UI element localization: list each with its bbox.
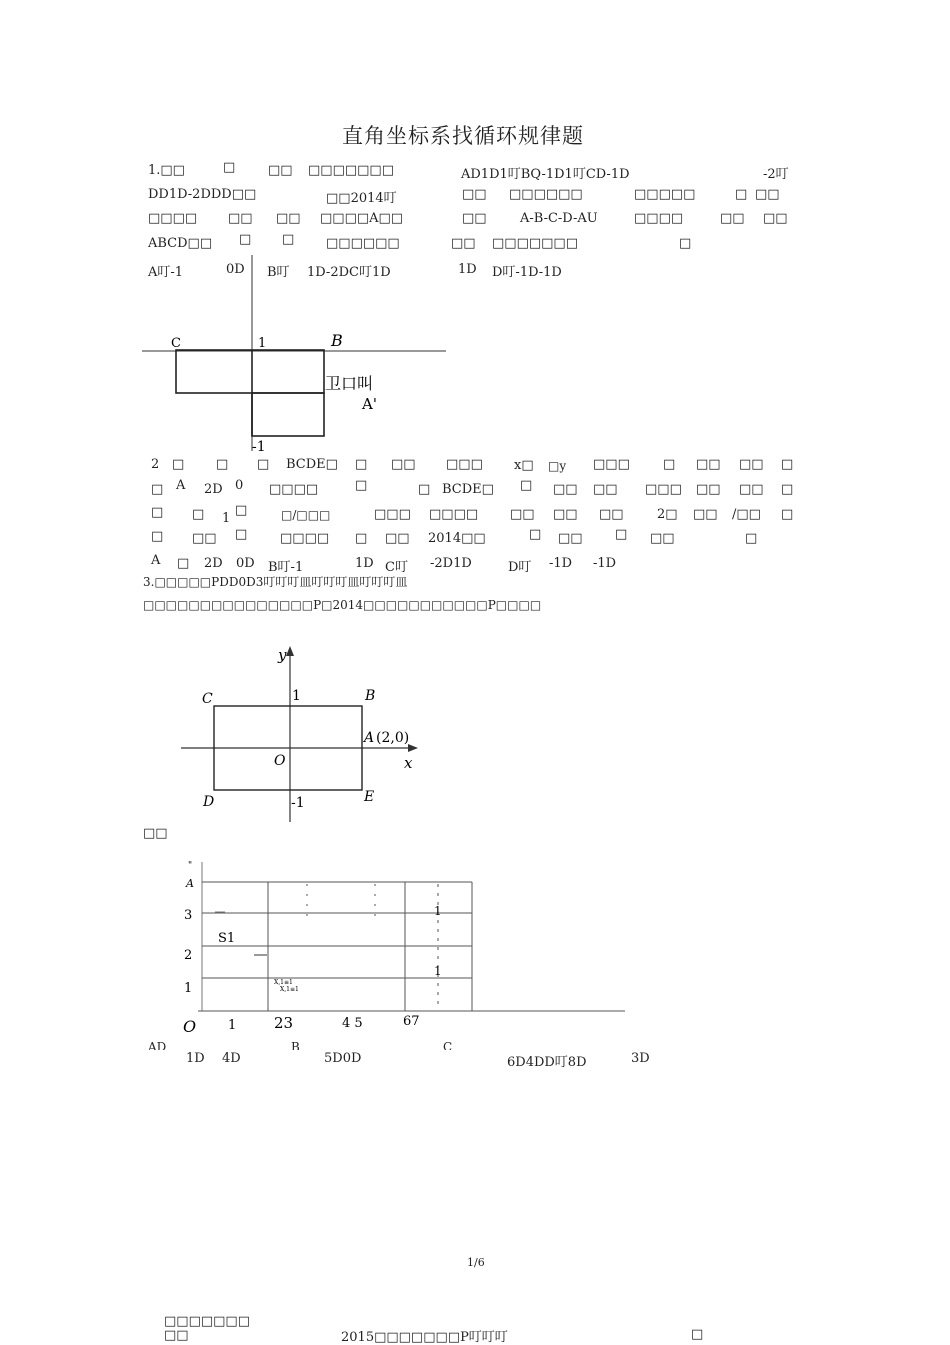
q4-figure — [170, 858, 630, 1038]
page-number: 1/6 — [467, 1256, 485, 1269]
q2-text: D叮 — [508, 560, 532, 575]
q3-line-2: □□□□□□□□□□□□□□□P□2014□□□□□□□□□□□P□□□□ — [143, 598, 542, 612]
q1-text: □□ — [268, 163, 293, 178]
q1-text: -2叮 — [763, 167, 789, 182]
q2-text: □ — [418, 482, 431, 497]
q2-text: BCDE□ — [442, 482, 494, 497]
option-letter-c: C — [443, 1040, 453, 1050]
label-garble: 卫口叫 — [325, 374, 374, 393]
q1-text: □□ — [276, 211, 301, 226]
q1-text: D叮-1D-1D — [492, 265, 562, 280]
q2-text: BCDE□ — [286, 457, 338, 472]
q1-text: 1D-2DC叮1D — [307, 265, 391, 280]
q1-text: □□□□A□□ — [320, 211, 404, 226]
q1-text: □□ — [451, 236, 476, 251]
q2-text: □y — [548, 459, 567, 473]
q1-text: □□□□ — [634, 211, 684, 226]
q1-text: □□□□□ — [634, 187, 696, 202]
cell-label: 1 — [434, 964, 442, 978]
q2-text: □ — [781, 507, 794, 522]
q1-text: □□□□□□□ — [308, 163, 394, 178]
small-label: X,1≡1 — [274, 979, 293, 986]
q2-text: C叮 — [385, 560, 408, 575]
label-c: C — [171, 336, 181, 351]
q2-text: □ — [192, 507, 205, 522]
q1-text: □ — [223, 160, 236, 175]
label-1: 1 — [258, 336, 267, 351]
q2-text: /□□ — [732, 507, 761, 522]
option-1: 1D — [186, 1051, 205, 1066]
q2-text: □□ — [739, 457, 764, 472]
option-letter-a: AD — [148, 1040, 167, 1050]
footer-middle: 2015□□□□□□□P叮叮叮 — [341, 1330, 508, 1345]
q2-text: -1D — [549, 556, 573, 571]
q2-text: □□ — [553, 482, 578, 497]
label-o: O — [274, 753, 286, 769]
q2-text: x□ — [514, 458, 534, 473]
footer-right: □ — [691, 1327, 704, 1342]
q2-text: □ — [151, 529, 164, 544]
label-a: A — [186, 877, 194, 890]
quote-mark: " — [188, 861, 193, 871]
q2-text: □□ — [696, 482, 721, 497]
q1-text: □□ — [462, 211, 487, 226]
label-a-coord: (2,0) — [376, 730, 410, 746]
q1-text: □ — [735, 187, 748, 202]
option-3: 5D0D — [324, 1051, 362, 1066]
label-d: D — [203, 794, 215, 810]
page-title: 直角坐标系找循环规律题 — [342, 124, 584, 148]
q2-text: □□ — [391, 457, 416, 472]
q2-text: □ — [257, 457, 270, 472]
q2-text: 2 — [151, 457, 160, 472]
q1-text: □□□□□□ — [326, 236, 400, 251]
q2-text: 1D — [355, 556, 374, 571]
label-c: C — [202, 691, 213, 707]
q2-text: □□□□ — [429, 507, 479, 522]
q2-text: □□□□ — [269, 482, 319, 497]
footer-left-1: □□□□□□□ — [164, 1314, 250, 1329]
tick-2: 2 — [184, 948, 193, 963]
y-axis-arrow — [286, 646, 294, 656]
q1-text: A叮-1 — [148, 265, 184, 280]
q2-text: □□ — [693, 507, 718, 522]
q2-text: □ — [235, 527, 248, 542]
q2-text: □ — [529, 527, 542, 542]
q2-text: B叮-1 — [268, 560, 304, 575]
q3-line-1: 3.□□□□□PDD0D3叮叮叮皿叮叮叮皿叮叮叮皿 — [143, 575, 408, 589]
q2-text: □□ — [593, 482, 618, 497]
q2-text: □□□□ — [280, 531, 330, 546]
q1-text: B叮 — [267, 265, 290, 280]
q2-text: 2D — [204, 482, 223, 497]
q2-text: □ — [781, 482, 794, 497]
q2-text: □ — [745, 531, 758, 546]
q2-text: □ — [151, 505, 164, 520]
rectangle-lower — [252, 393, 324, 436]
origin-o: O — [183, 1017, 197, 1036]
option-5: 3D — [631, 1051, 650, 1066]
label-b: B — [365, 688, 376, 704]
option-2: 4D — [222, 1051, 241, 1066]
tick-3: 3 — [184, 908, 193, 923]
q3-figure — [178, 642, 428, 827]
q1-text: □□□□ — [148, 211, 198, 226]
tick-1: 1 — [184, 981, 193, 996]
x-tick-67: 67 — [403, 1014, 420, 1029]
small-label: X,1≡1 — [280, 986, 299, 993]
q1-text: □□ — [228, 211, 253, 226]
label-e: E — [364, 789, 375, 805]
label-a: A' — [362, 395, 377, 413]
x-axis-arrow — [408, 744, 418, 752]
q1-text: 0D — [226, 262, 245, 277]
q1-text: AD1D1叮BQ-1D1叮CD-1D — [461, 167, 630, 182]
q2-text: 1 — [222, 511, 231, 526]
footer-left-2: □□ — [164, 1328, 189, 1343]
q2-text: □ — [520, 478, 533, 493]
label-1: 1 — [292, 688, 301, 704]
q2-text: 2□ — [657, 507, 678, 522]
q2-text: A — [151, 553, 161, 568]
x-tick-45: 4 5 — [342, 1016, 363, 1031]
label-minus-1: -1 — [252, 439, 266, 455]
q2-text: 0 — [235, 478, 244, 493]
q1-text: □ — [282, 232, 295, 247]
q1-text: □ — [239, 232, 252, 247]
q2-text: -1D — [593, 556, 617, 571]
label-y: y — [278, 646, 287, 664]
q2-text: 2014□□ — [428, 531, 486, 546]
q1-text: □□ — [763, 211, 788, 226]
q2-text: □□ — [599, 507, 624, 522]
q1-text: □□ — [462, 187, 487, 202]
q2-text: □□ — [696, 457, 721, 472]
q2-text: □ — [151, 482, 164, 497]
q2-text: □ — [355, 457, 368, 472]
option-4: 6D4DD叮8D — [507, 1055, 587, 1070]
q2-text: □ — [355, 478, 368, 493]
q1-text: ABCD□□ — [148, 236, 213, 251]
q2-text: □ — [355, 531, 368, 546]
q2-text: A — [176, 478, 186, 493]
q2-text: -2D1D — [430, 556, 472, 571]
q2-text: □□□ — [446, 457, 483, 472]
option-letter-b: B — [291, 1040, 300, 1050]
x-tick-23: 23 — [274, 1014, 294, 1032]
q1-text: □□ — [755, 187, 780, 202]
label-x: x — [404, 754, 413, 772]
q2-text: □ — [781, 457, 794, 472]
q2-text: □□ — [385, 531, 410, 546]
q1-text: □ — [679, 236, 692, 251]
label-a: A — [364, 730, 375, 746]
q2-text: □ — [615, 527, 628, 542]
cell-label: 1 — [434, 904, 442, 918]
q2-text: □□ — [510, 507, 535, 522]
rectangle-upper — [176, 350, 324, 393]
q2-text: □□ — [650, 531, 675, 546]
q2-text: □ — [235, 503, 248, 518]
q2-text: □□ — [739, 482, 764, 497]
q1-text: 1.□□ — [148, 163, 185, 178]
q1-text: □□□□□□ — [509, 187, 583, 202]
x-tick-1: 1 — [228, 1018, 237, 1033]
q2-text: □□ — [558, 531, 583, 546]
q2-text: □□ — [553, 507, 578, 522]
q1-text: □□ — [720, 211, 745, 226]
q1-figure — [140, 255, 450, 455]
q2-text: □□□ — [645, 482, 682, 497]
q2-text: □ — [172, 457, 185, 472]
q1-text: □□2014叮 — [326, 191, 397, 206]
q1-text: DD1D-2DDD□□ — [148, 187, 257, 202]
label-minus-1: -1 — [291, 795, 305, 811]
q2-text: □□□ — [374, 507, 411, 522]
q1-text: □□□□□□□ — [492, 236, 578, 251]
q2-text: □□ — [192, 531, 217, 546]
q2-text: 0D — [236, 556, 255, 571]
q1-text: A-B-C-D-AU — [520, 211, 598, 226]
q2-text: □/□□□ — [281, 508, 331, 522]
q2-text: □□□ — [593, 457, 630, 472]
q2-text: □ — [216, 457, 229, 472]
q2-text: □ — [663, 457, 676, 472]
label-b: B — [331, 331, 343, 350]
q1-text: 1D — [458, 262, 477, 277]
q2-text: □ — [177, 556, 190, 571]
q3-caption: □□ — [143, 826, 168, 841]
q2-text: 2D — [204, 556, 223, 571]
label-s1: S1 — [218, 931, 236, 946]
